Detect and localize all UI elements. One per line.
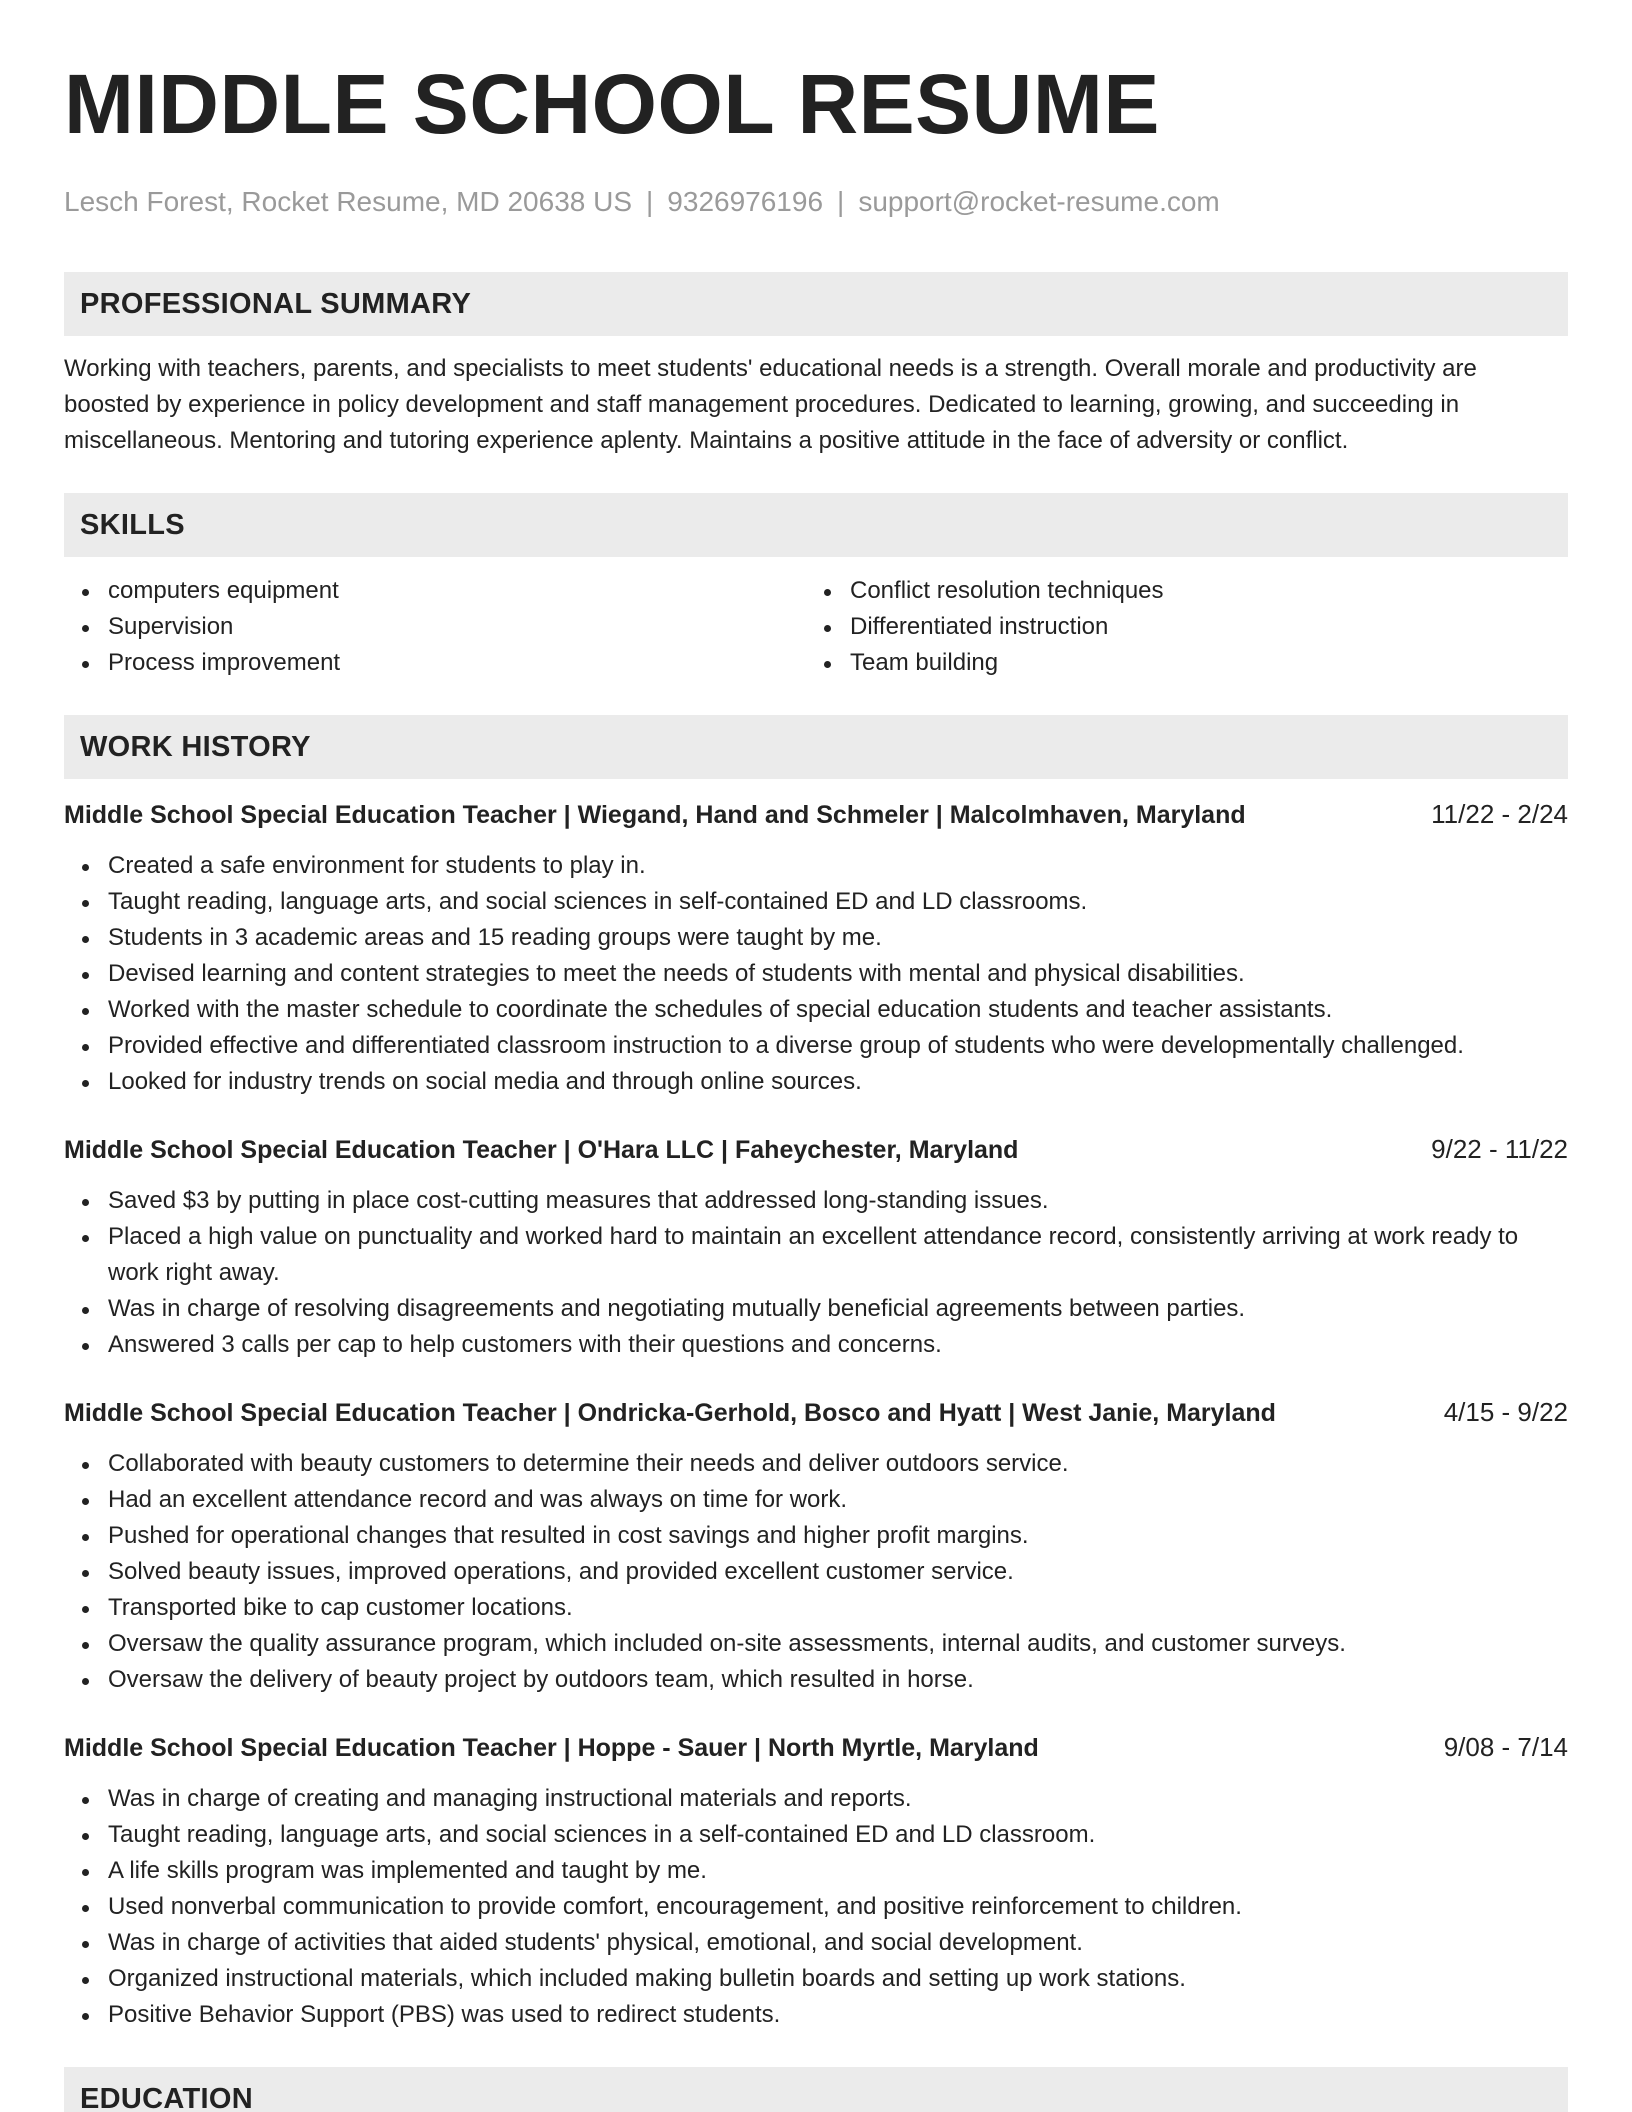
skills-column-right (806, 573, 1548, 681)
job-bullet: Organized instructional materials, which included making bulletin boards and setting up work stations. (64, 1961, 1568, 1997)
job-entry (64, 1395, 1568, 1698)
resume-title: MIDDLE SCHOOL RESUME (64, 57, 1160, 151)
skill-item: Process improvement (64, 645, 806, 681)
skill-item: computers equipment (64, 573, 806, 609)
job-title: Middle School Special Education Teacher | Hoppe - Sauer | North Myrtle, Maryland (64, 1734, 1039, 1762)
skill-item: Team building (806, 645, 1548, 681)
job-dates: 9/22 - 11/22 (1431, 1134, 1568, 1164)
job-bullets (64, 848, 1568, 1100)
job-bullet: A life skills program was implemented and taught by me. (64, 1853, 1568, 1889)
job-bullets (64, 1781, 1568, 2033)
job-bullet: Saved $3 by putting in place cost-cutting measures that addressed long-standing issues. (64, 1183, 1568, 1219)
job-bullet: Was in charge of activities that aided students' physical, emotional, and social development. (64, 1925, 1568, 1961)
job-bullet: Placed a high value on punctuality and worked hard to maintain an excellent attendance record, consistently arriving at work ready to work right away. (64, 1219, 1568, 1291)
skills-column-left (64, 573, 806, 681)
job-bullet: Positive Behavior Support (PBS) was used to redirect students. (64, 1997, 1568, 2033)
job-bullet: Collaborated with beauty customers to determine their needs and deliver outdoors service. (64, 1446, 1568, 1482)
job-bullet: Transported bike to cap customer locations. (64, 1590, 1568, 1626)
job-bullet: Oversaw the delivery of beauty project by outdoors team, which resulted in horse. (64, 1662, 1568, 1698)
job-bullet: Was in charge of resolving disagreements and negotiating mutually beneficial agreements between parties. (64, 1291, 1568, 1327)
job-bullet: Students in 3 academic areas and 15 reading groups were taught by me. (64, 920, 1568, 956)
job-header (64, 1132, 1568, 1166)
job-bullet: Was in charge of creating and managing instructional materials and reports. (64, 1781, 1568, 1817)
skill-item: Conflict resolution techniques (806, 573, 1548, 609)
section-header-summary: PROFESSIONAL SUMMARY (64, 272, 1568, 336)
job-dates: 11/22 - 2/24 (1431, 799, 1568, 829)
job-bullet: Oversaw the quality assurance program, which included on-site assessments, internal audits, and customer surveys. (64, 1626, 1568, 1662)
contact-address: Lesch Forest, Rocket Resume, MD 20638 US (64, 186, 633, 217)
job-bullet: Taught reading, language arts, and social sciences in a self-contained ED and LD classroom. (64, 1817, 1568, 1853)
job-header (64, 797, 1568, 831)
job-bullet: Devised learning and content strategies to meet the needs of students with mental and physical disabilities. (64, 956, 1568, 992)
job-title: Middle School Special Education Teacher | Ondricka-Gerhold, Bosco and Hyatt | West Janie, Maryland (64, 1399, 1276, 1427)
summary-text: Working with teachers, parents, and specialists to meet students' educational needs is a strength. Overall morale and productivity are boosted by experience in policy development and staff management procedures. Dedicated to learning, growing, and succeeding in miscellaneous. Mentoring and tutoring experience aplenty. Maintains a positive attitude in the face of adversity or conflict. (64, 355, 1477, 454)
job-bullet: Pushed for operational changes that resulted in cost savings and higher profit margins. (64, 1518, 1568, 1554)
job-bullet: Looked for industry trends on social media and through online sources. (64, 1064, 1568, 1100)
job-bullet: Used nonverbal communication to provide comfort, encouragement, and positive reinforcement to children. (64, 1889, 1568, 1925)
job-title: Middle School Special Education Teacher | O'Hara LLC | Faheychester, Maryland (64, 1136, 1019, 1164)
job-entry (64, 797, 1568, 1100)
job-header (64, 1730, 1568, 1764)
job-bullets (64, 1446, 1568, 1698)
job-dates: 9/08 - 7/14 (1443, 1732, 1568, 1762)
job-bullet: Provided effective and differentiated classroom instruction to a diverse group of students who were developmentally challenged. (64, 1028, 1568, 1064)
job-entry (64, 1132, 1568, 1363)
skill-item: Supervision (64, 609, 806, 645)
contact-line (64, 186, 1568, 220)
job-bullet: Taught reading, language arts, and social sciences in self-contained ED and LD classrooms. (64, 884, 1568, 920)
job-bullet: Answered 3 calls per cap to help customers with their questions and concerns. (64, 1327, 1568, 1363)
job-bullet: Had an excellent attendance record and was always on time for work. (64, 1482, 1568, 1518)
job-dates: 4/15 - 9/22 (1443, 1397, 1568, 1427)
resume-page (64, 0, 1568, 2112)
contact-separator: | (837, 186, 845, 217)
job-title: Middle School Special Education Teacher | Wiegand, Hand and Schmeler | Malcolmhaven, Maryland (64, 801, 1246, 829)
contact-email: support@rocket-resume.com (858, 186, 1220, 217)
job-bullet: Solved beauty issues, improved operations, and provided excellent customer service. (64, 1554, 1568, 1590)
skills-list (64, 573, 1568, 681)
job-entry (64, 1730, 1568, 2033)
section-header-work-history: WORK HISTORY (64, 715, 1568, 779)
skill-item: Differentiated instruction (806, 609, 1548, 645)
job-bullets (64, 1183, 1568, 1363)
contact-separator: | (646, 186, 654, 217)
job-bullet: Created a safe environment for students to play in. (64, 848, 1568, 884)
contact-phone: 9326976196 (667, 186, 824, 217)
job-header (64, 1395, 1568, 1429)
section-header-education: EDUCATION (64, 2067, 1568, 2112)
job-bullet: Worked with the master schedule to coordinate the schedules of special education students and teacher assistants. (64, 992, 1568, 1028)
section-header-skills: SKILLS (64, 493, 1568, 557)
